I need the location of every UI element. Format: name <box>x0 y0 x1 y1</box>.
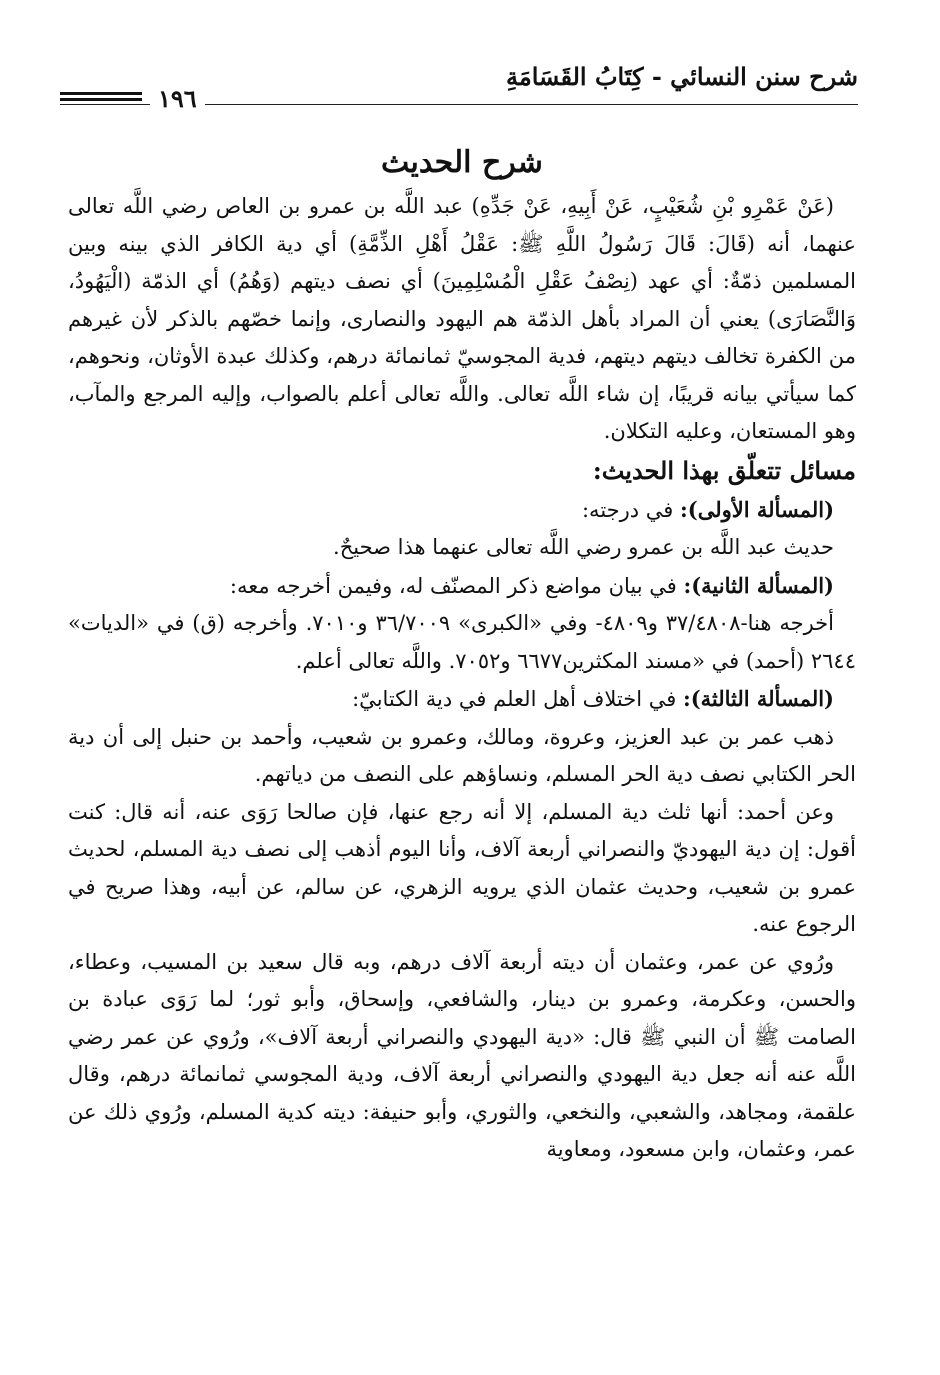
page-number-ornament <box>60 92 142 104</box>
page-header <box>60 56 858 118</box>
issue-heading-text: في درجته: <box>581 497 674 522</box>
issue-heading <box>68 491 856 530</box>
issue-paragraph: ورُوي عن عمر، وعثمان أن ديته أربعة آلاف درهم، وبه قال سعيد بن المسيب، وعطاء، والحسن، وعكرمة، وعمرو بن دينار، والشافعي، وإسحاق، وأبو ثور؛ لما رَوَى عبادة بن الصامت ﷺ أن النبي ﷺ قال: «دية اليهودي والنصراني أربعة آلاف»، ورُوي عن عمر رضي اللَّه عنه أنه جعل دية اليهودي والنصراني أربعة آلاف، ودية المجوسي ثمانمائة درهم، وقال علقمة، ومجاهد، والشعبي، والنخعي، والثوري، وأبو حنيفة: ديته كدية المسلم، ورُوي ذلك عن عمر، وعثمان، وابن مسعود، ومعاوية <box>68 949 856 1161</box>
issue-paragraph: حديث عبد اللَّه بن عمرو رضي اللَّه تعالى عنهما هذا صحيحٌ. <box>333 535 834 559</box>
issue-label: (المسألة الأولى): <box>680 496 834 522</box>
issue-heading-text: في بيان مواضع ذكر المصنّف له، وفيمن أخرجه معه: <box>229 573 677 598</box>
issue-heading <box>68 680 856 719</box>
issue-paragraph: وعن أحمد: أنها ثلث دية المسلم، إلا أنه رجع عنها، فإن صالحا رَوَى عنه، أنه قال: كنت أقول: إن دية اليهوديّ والنصراني أربعة آلاف، وأنا اليوم أذهب إلى نصف دية المسلم، لحديث عمرو بن شعيب، وحديث عثمان الذي يرويه الزهري، عن سالم، عن أبيه، وهذا صريح في الرجوع عنه. <box>68 799 856 936</box>
page-number: ١٩٦ <box>150 84 205 113</box>
issue-label: (المسألة الثانية): <box>683 572 834 598</box>
issues-title: مسائل تتعلّق بهذا الحديث: <box>592 455 856 485</box>
issue-heading <box>68 567 856 606</box>
running-title: شرح سنن النسائي - كِتَابُ القَسَامَةِ <box>506 62 858 91</box>
page-body <box>68 140 856 1169</box>
issue-label: (المسألة الثالثة): <box>682 686 834 711</box>
issue-heading-text: في اختلاف أهل العلم في دية الكتابيّ: <box>352 687 677 711</box>
section-title: شرح الحديث <box>381 145 543 180</box>
intro-paragraph: (عَنْ عَمْرِو بْنِ شُعَيْبٍ، عَنْ أَبِيهِ، عَنْ جَدِّهِ) عبد اللَّه بن عمرو بن العاص رضي اللَّه تعالى عنهما، أنه (قَالَ: قَالَ رَسُولُ اللَّهِ ﷺ: عَقْلُ أَهْلِ الذِّمَّةِ) أي دية الكافر الذي بينه وبين المسلمين ذمّةٌ: أي عهد (نِصْفُ عَقْلِ الْمُسْلِمِينَ) أي نصف ديتهم (وَهُمُ) أي الذمّة (الْيَهُودُ، وَالنَّصَارَى) يعني أن المراد بأهل الذمّة هم اليهود والنصارى، وإنما خصّهم بالذكر لأن غيرهم من الكفرة تخالف ديتهم ديتهم، فدية المجوسيّ ثمانمائة درهم، وكذلك عبدة الأوثان، ونحوهم، كما سيأتي بيانه قريبًا، إن شاء اللَّه تعالى. واللَّه تعالى أعلم بالصواب، وإليه المرجع والمآب، وهو المستعان، وعليه التكلان. <box>68 194 856 443</box>
issue-paragraph: ذهب عمر بن عبد العزيز، وعروة، ومالك، وعمرو بن شعيب، وأحمد بن حنبل إلى أن دية الحر الكتابي نصف دية الحر المسلم، ونساؤهم على النصف من دياتهم. <box>68 724 856 786</box>
issue-paragraph: أخرجه هنا-٣٧/٤٨٠٨ و٤٨٠٩- وفي «الكبرى» ٣٦/٧٠٠٩ و٧٠١٠. وأخرجه (ق) في «الديات» ٢٦٤٤ (أحمد) في «مسند المكثرين٦٦٧٧ و٧٠٥٢. واللَّه تعالى أعلم. <box>68 611 856 673</box>
